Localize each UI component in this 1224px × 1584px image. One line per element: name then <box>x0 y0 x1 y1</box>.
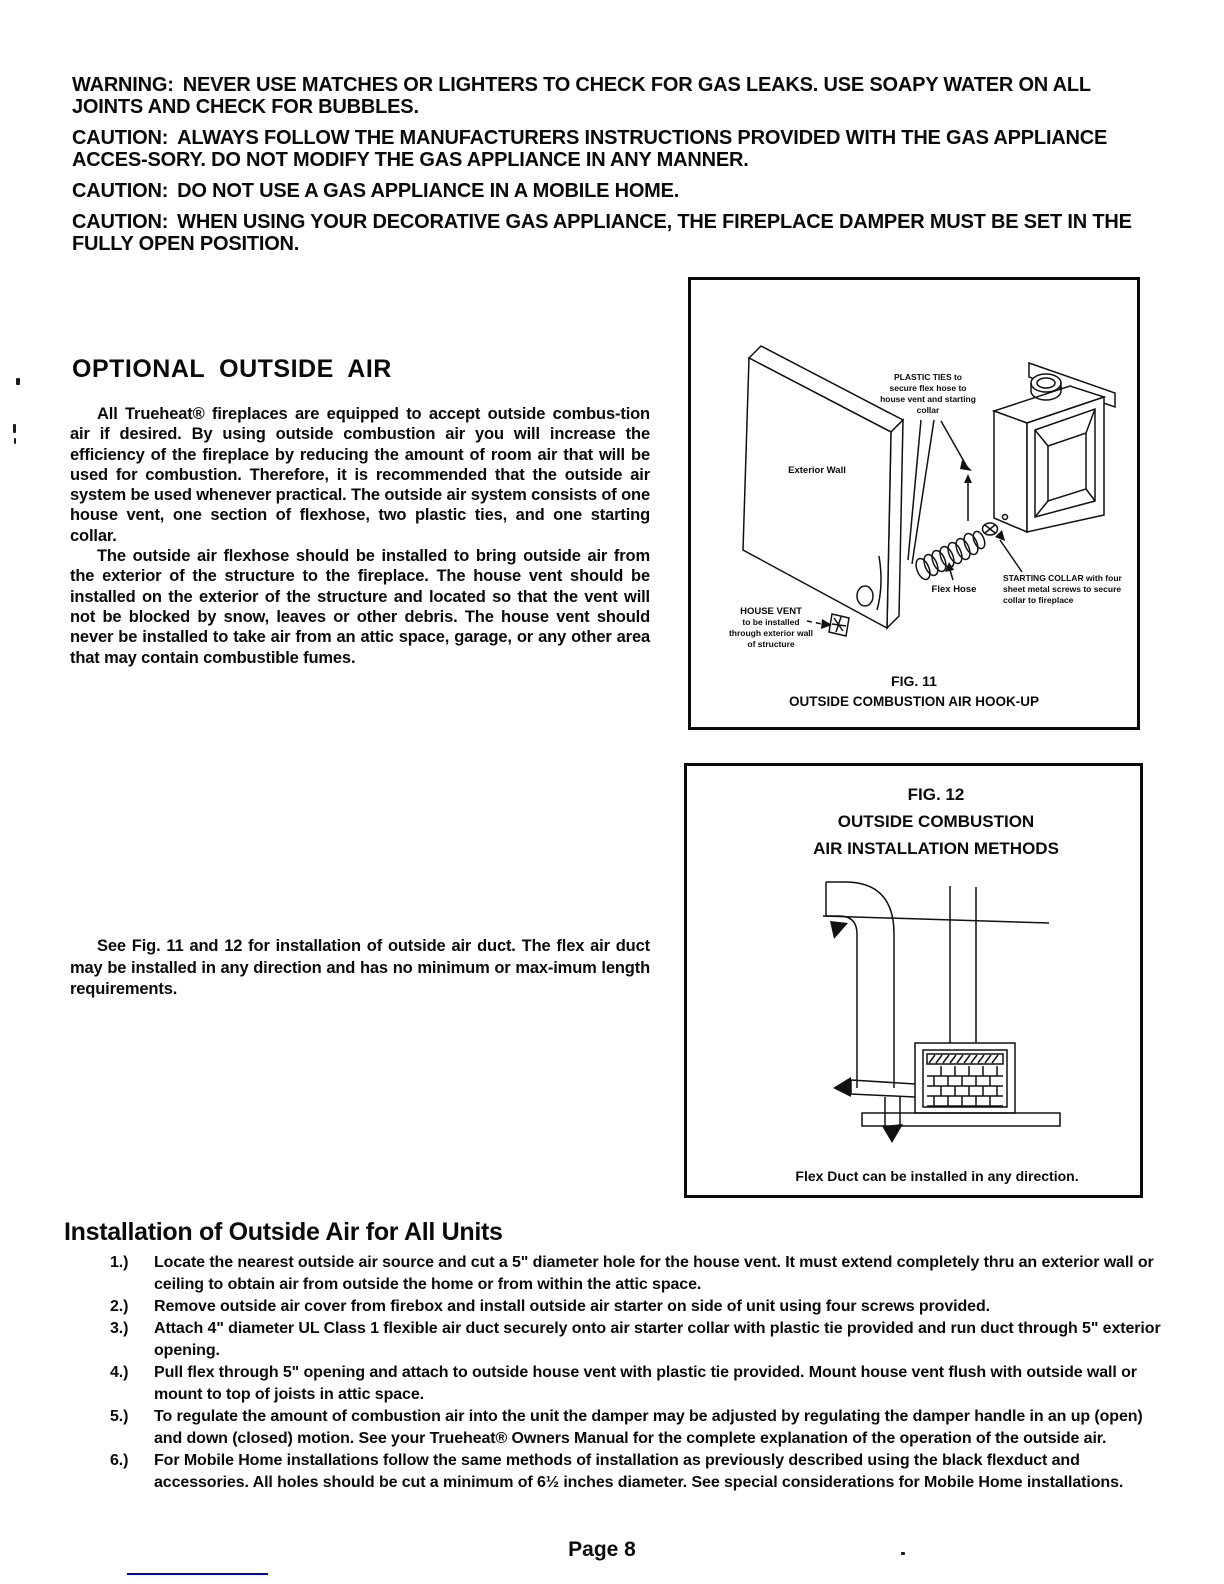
starting-collar-label: collar to fireplace <box>1003 595 1074 605</box>
caution-notice-1 <box>72 127 1166 171</box>
ink-speck <box>901 1552 905 1555</box>
section-heading-optional-outside-air: OPTIONAL OUTSIDE AIR <box>72 355 392 383</box>
list-item-text: Remove outside air cover from firebox and install outside air starter on side of unit using four screws provided. <box>154 1298 990 1315</box>
notice-text: NEVER USE MATCHES OR LIGHTERS TO CHECK FOR GAS LEAKS. USE SOAPY WATER ON ALL JOINTS AND CHECK FOR BUBBLES. <box>72 74 1091 118</box>
exterior-wall-drawing <box>743 346 903 628</box>
fig11-caption-title: FIG. 11 <box>891 673 937 689</box>
house-vent-label: HOUSE VENT <box>740 606 802 617</box>
list-item <box>64 1362 1166 1406</box>
list-item-text: Locate the nearest outside air source and cut a 5" diameter hole for the house vent. It must extend completely thru an exterior wall or ceiling to obtain air from outside the home or from within the attic space. <box>154 1254 1154 1293</box>
notice-text: ALWAYS FOLLOW THE MANUFACTURERS INSTRUCTIONS PROVIDED WITH THE GAS APPLIANCE ACCES-SORY. DO NOT MODIFY THE GAS APPLIANCE IN ANY MANNER. <box>72 127 1108 171</box>
starting-collar-label: STARTING COLLAR with four <box>1003 573 1122 583</box>
figure-11-outside-combustion-air-hookup <box>688 277 1140 730</box>
paragraph-1: All Trueheat® fireplaces are equipped to accept outside combus-tion air if desired. By using outside combustion air you will increase the efficiency of the fireplace by reducing the amount of room air that will be used for combustion. Therefore, it is recommended that the outside air system be used whenever practical. The outside air system consists of one house vent, one section of flexhose, two plastic ties, and one starting collar. <box>70 405 650 545</box>
list-item-text: Attach 4" diameter UL Class 1 flexible air duct securely onto air starter collar with plastic tie provided and run duct through 5" exterior opening. <box>154 1320 1161 1359</box>
plastic-ties-label: collar <box>916 405 940 415</box>
flex-hose-drawing <box>913 530 987 582</box>
starting-collar-label: sheet metal screws to secure <box>1003 584 1122 594</box>
list-item <box>64 1318 1166 1362</box>
notice-label: CAUTION: <box>72 180 169 202</box>
fig11-caption-subtitle: OUTSIDE COMBUSTION AIR HOOK-UP <box>788 694 1040 709</box>
fig12-title: OUTSIDE COMBUSTION <box>837 812 1035 831</box>
fig12-caption: Flex Duct can be installed in any direction. <box>795 1168 1079 1184</box>
paragraph-2: The outside air flexhose should be installed to bring outside air from the exterior of the structure to the fireplace. The house vent should be installed on the exterior of the structure and located so that the vent will not be blocked by snow, leaves or other debris. The house vent should never be installed to take air from an attic space, garage, or any other area that may contain combustible fumes. <box>70 547 650 667</box>
fig12-diagram <box>687 766 1140 1195</box>
list-item-number: 2.) <box>110 1298 129 1315</box>
notice-text: DO NOT USE A GAS APPLIANCE IN A MOBILE HOME. <box>177 180 680 202</box>
installation-instructions <box>64 1218 1166 1494</box>
list-item-number: 1.) <box>110 1254 129 1271</box>
ink-speck <box>13 424 16 433</box>
paragraph-see-figures: See Fig. 11 and 12 for installation of outside air duct. The flex air duct may be installed in any direction and has no minimum or max-imum length requirements. <box>70 937 650 998</box>
plastic-ties-label: PLASTIC TIES to <box>894 372 962 382</box>
page-number: Page 8 <box>568 1538 636 1561</box>
list-item-text: Pull flex through 5" opening and attach to outside house vent with plastic tie provided. Mount house vent flush with outside wall or mount to top of joists in attic space. <box>154 1364 1137 1403</box>
ink-speck <box>16 378 20 385</box>
house-vent-label: through exterior wall <box>728 628 814 638</box>
scan-artifact-blue-line <box>127 1573 268 1575</box>
caution-notice-2 <box>72 180 1166 202</box>
list-item-number: 6.) <box>110 1452 129 1469</box>
safety-notices <box>72 74 1166 264</box>
notice-label: CAUTION: <box>72 127 169 149</box>
list-item <box>64 1450 1166 1494</box>
plastic-ties-label: secure flex hose to <box>889 383 967 393</box>
list-item <box>64 1252 1166 1296</box>
notice-label: WARNING: <box>72 74 174 96</box>
flex-hose-label: Flex Hose <box>931 584 977 595</box>
plastic-ties-label: house vent and starting <box>880 394 976 404</box>
fig11-diagram <box>691 280 1137 727</box>
house-vent-drawing <box>807 614 849 636</box>
fireplace-unit-drawing <box>994 363 1115 532</box>
caution-notice-3 <box>72 211 1166 255</box>
warning-notice <box>72 74 1166 118</box>
optional-outside-air-body <box>70 404 650 668</box>
list-item-text: For Mobile Home installations follow the same methods of installation as previously described using the black flexduct and accessories. All holes should be cut a minimum of 6½ inches diameter. See special considerations for Mobile Home installations. <box>154 1452 1124 1491</box>
list-item <box>64 1296 1166 1318</box>
list-item-number: 5.) <box>110 1408 129 1425</box>
list-item-text: To regulate the amount of combustion air into the unit the damper may be adjusted by regulating the damper handle in an up (open) and down (closed) motion. See your Trueheat® Owners Manual for the complete explanation of the operation of the outside air. <box>154 1408 1143 1447</box>
list-item-number: 3.) <box>110 1320 129 1337</box>
installation-heading: Installation of Outside Air for All Units <box>64 1218 503 1246</box>
ink-speck <box>14 438 16 444</box>
figure-12-air-installation-methods <box>684 763 1143 1198</box>
fig12-title: FIG. 12 <box>907 785 965 804</box>
exterior-wall-label: Exterior Wall <box>788 465 846 476</box>
notice-text: WHEN USING YOUR DECORATIVE GAS APPLIANCE, THE FIREPLACE DAMPER MUST BE SET IN THE FULLY OPEN POSITION. <box>72 211 1132 255</box>
starting-collar-drawing <box>983 523 998 535</box>
list-item-number: 4.) <box>110 1364 129 1381</box>
house-vent-label: to be installed <box>742 617 800 627</box>
fig12-drawing <box>823 882 1060 1143</box>
list-item <box>64 1406 1166 1450</box>
fig12-title: AIR INSTALLATION METHODS <box>813 839 1059 858</box>
notice-label: CAUTION: <box>72 211 169 233</box>
house-vent-label: of structure <box>747 639 795 649</box>
